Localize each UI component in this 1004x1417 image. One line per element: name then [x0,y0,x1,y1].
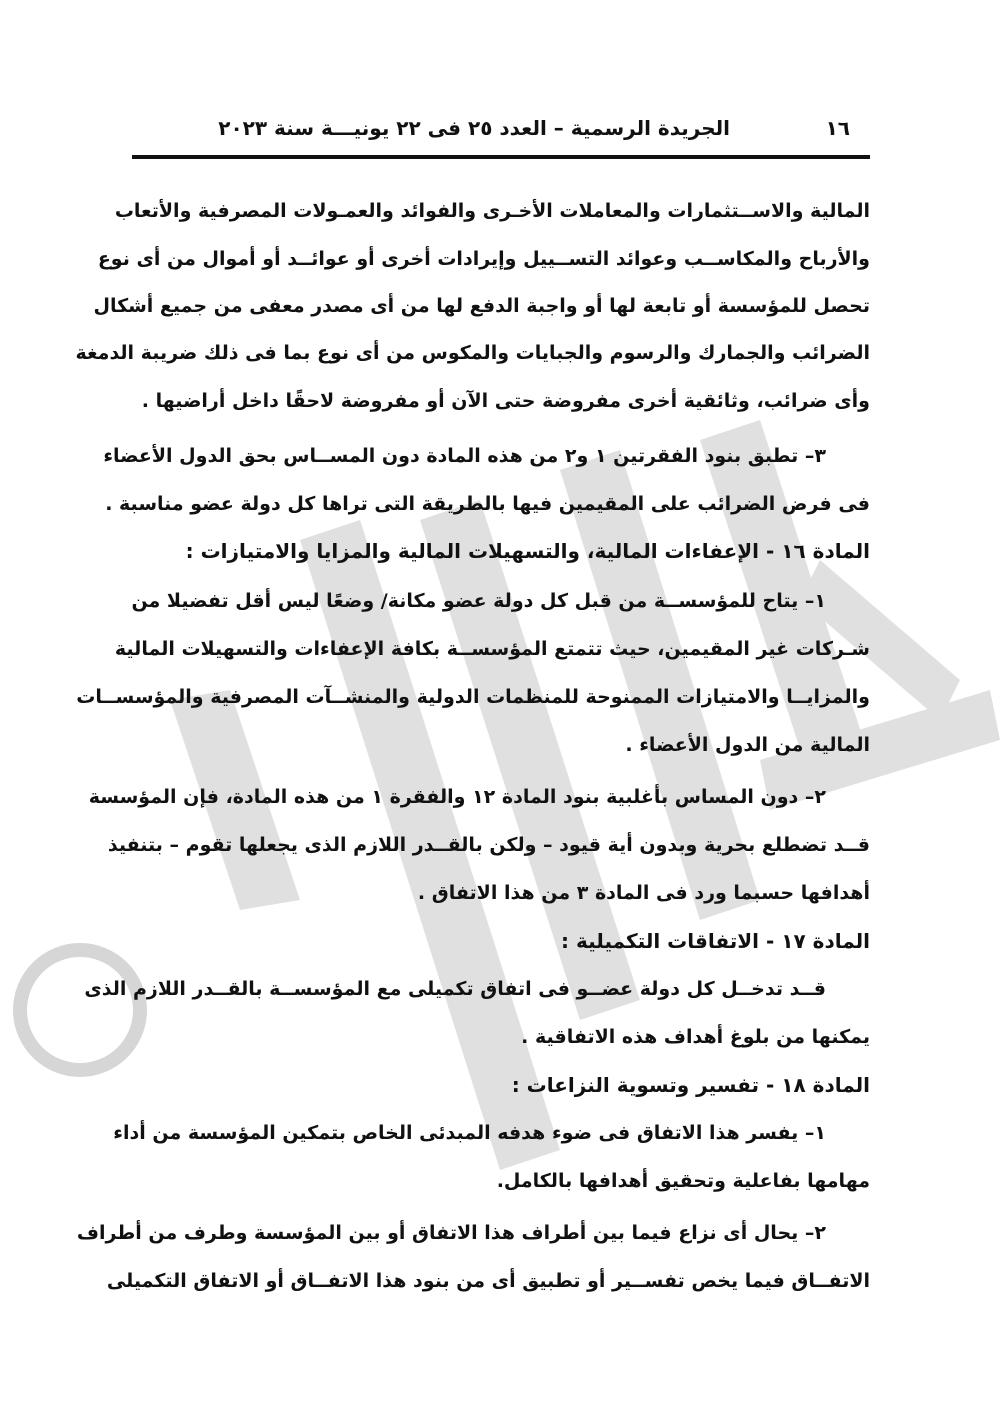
text-line: تحصل للمؤسسة أو تابعة لها أو واجبة الدفع لها من أى مصدر معفى من جميع أشكال [93,295,870,317]
header-rule [132,155,870,159]
text-line: يمكنها من بلوغ أهداف هذه الاتفاقية . [521,1026,870,1048]
text-line: ٣– تطبق بنود الفقرتين ١ و٢ من هذه المادة دون المســاس بحق الدول الأعضاء [103,445,826,467]
text-line: شـركات غير المقيمين، حيث تتمتع المؤسســة بكافة الإعفاءات والتسهيلات المالية [114,638,870,660]
text-line: ١– يتاح للمؤسســة من قبل كل دولة عضو مكانة/ وضعًا ليس أقل تفضيلا من [131,590,826,612]
article-16-heading: المادة ١٦ - الإعفاءات المالية، والتسهيلات المالية والمزايا والامتيازات : [185,539,870,563]
text-line: ١– يفسر هذا الاتفاق فى ضوء هدفه المبدئى الخاص بتمكين المؤسسة من أداء [113,1122,826,1144]
text-line: ٢– يحال أى نزاع فيما بين أطراف هذا الاتفاق أو بين المؤسسة وطرف من أطراف [76,1222,826,1244]
text-line: المالية من الدول الأعضاء . [625,734,870,756]
text-line: قــد تدخــل كل دولة عضــو فى اتفاق تكميلى مع المؤسســة بالقــدر اللازم الذى [84,978,826,1000]
article-17-heading: المادة ١٧ - الاتفاقات التكميلية : [561,929,870,953]
text-line: ٢– دون المساس بأغلبية بنود المادة ١٢ والفقرة ١ من هذه المادة، فإن المؤسسة [88,786,826,808]
text-line: الاتفــاق فيما يخص تفســير أو تطبيق أى من بنود هذا الاتفــاق أو الاتفاق التكميلى [106,1270,870,1292]
page-header [218,116,870,150]
article-18-heading: المادة ١٨ - تفسير وتسوية النزاعات : [511,1073,870,1097]
text-line: وأى ضرائب، وثائقية أخرى مفروضة حتى الآن أو مفروضة لاحقًا داخل أراضيها . [141,390,870,412]
text-line: أهدافها حسبما ورد فى المادة ٣ من هذا الاتفاق . [417,882,870,904]
text-line: فى فرض الضرائب على المقيمين فيها بالطريقة التى تراها كل دولة عضو مناسبة . [105,493,870,515]
page-number: ١٦ [825,116,850,140]
text-line: والأرباح والمكاســب وعوائد التســييل وإيرادات أخرى أو عوائــد أو أموال من أى نوع [97,248,870,270]
text-line: والمزايــا والامتيازات الممنوحة للمنظمات الدولية والمنشــآت المصرفية والمؤسســات [76,686,870,708]
text-line: الضرائب والجمارك والرسوم والجبايات والمكوس من أى نوع بما فى ذلك ضريبة الدمغة [75,342,870,364]
text-line: المالية والاســتثمارات والمعاملات الأخـرى والفوائد والعمـولات المصرفية والأتعاب [114,200,870,222]
gazette-title: الجريدة الرسمية – العدد ٢٥ فى ٢٢ يونيـــة سنة ٢٠٢٣ [218,116,730,140]
text-line: قــد تضطلع بحرية وبدون أية قيود – ولكن بالقــدر اللازم الذى يجعلها تقوم – بتنفيذ [107,834,870,856]
text-line: مهامها بفاعلية وتحقيق أهدافها بالكامل. [496,1170,870,1192]
